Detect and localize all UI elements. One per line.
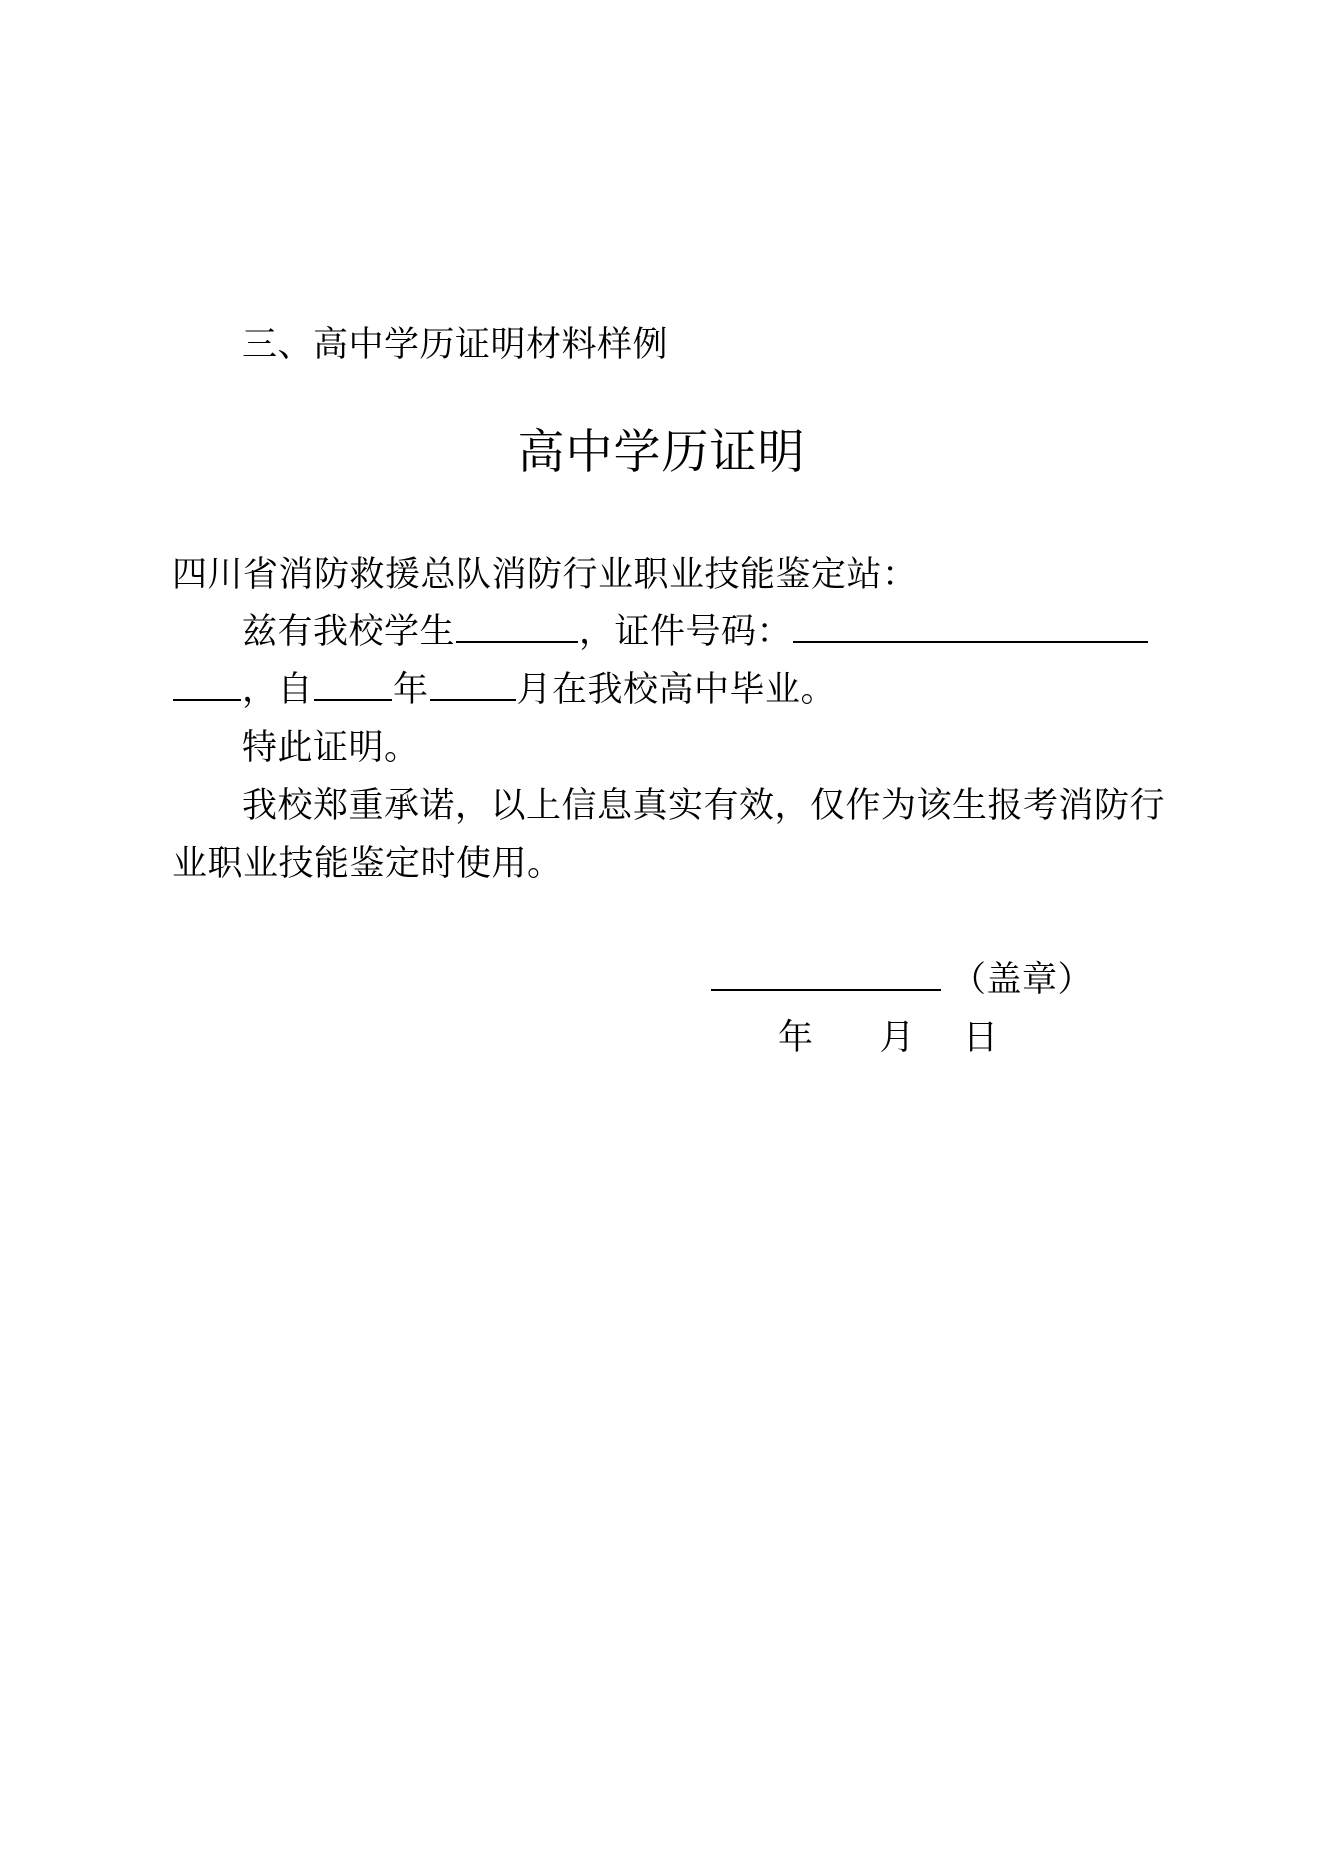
date-year-label: 年 xyxy=(778,1018,814,1058)
date-day-label: 日 xyxy=(963,1018,999,1058)
body-line-3: 特此证明。 xyxy=(242,728,420,768)
stamp-label: （盖章） xyxy=(951,960,1094,1000)
year-label: 年 xyxy=(393,670,429,710)
id-number-label: ，证件号码： xyxy=(579,612,793,652)
body-line-2 xyxy=(172,668,836,712)
date-month-label: 月 xyxy=(879,1018,916,1058)
stamp-line xyxy=(710,958,1093,1002)
body-line-4: 我校郑重承诺，以上信息真实有效，仅作为该生报考消防行 xyxy=(242,786,1166,826)
body-line-5: 业职业技能鉴定时使用。 xyxy=(172,844,563,884)
document-title: 高中学历证明 xyxy=(517,425,806,480)
date-line xyxy=(778,1016,999,1060)
graduation-text: 月在我校高中毕业。 xyxy=(516,670,837,710)
month-blank xyxy=(430,669,516,701)
body-line-1 xyxy=(242,610,1149,654)
student-label: 兹有我校学生 xyxy=(242,612,456,652)
student-name-blank xyxy=(456,611,578,643)
id-number-blank xyxy=(793,611,1148,643)
from-label: ，自 xyxy=(242,670,314,710)
year-blank xyxy=(314,669,392,701)
stamp-signature-blank xyxy=(711,959,941,991)
id-number-blank-continued xyxy=(173,669,241,701)
addressee: 四川省消防救援总队消防行业职业技能鉴定站： xyxy=(172,555,918,595)
section-heading: 三、高中学历证明材料样例 xyxy=(242,325,669,365)
